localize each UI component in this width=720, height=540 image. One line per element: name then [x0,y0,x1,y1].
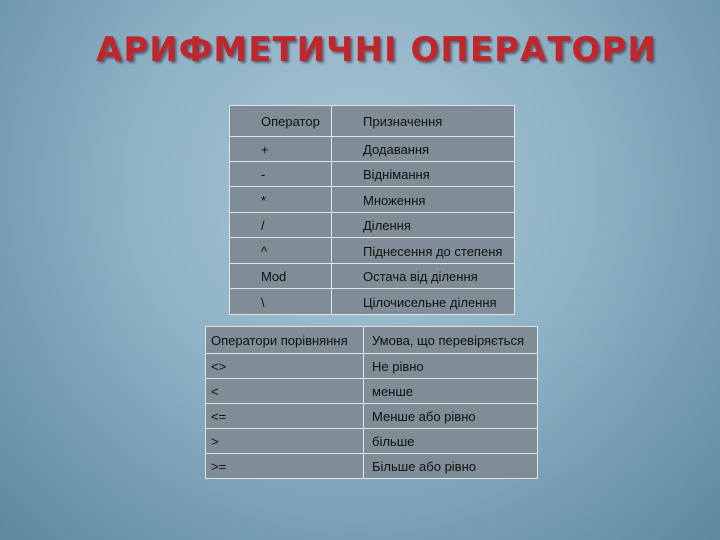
operator-cell: Mod [261,269,287,284]
table-row [206,453,537,479]
condition-cell: більше [372,434,415,449]
table-row [206,403,537,429]
purpose-cell: Піднесення до степеня [363,243,503,259]
operator-cell: ^ [261,243,268,259]
arithmetic-operators-table [229,105,515,315]
table-header-row [206,327,537,353]
purpose-cell: Ділення [363,218,411,233]
page-title: АРИФМЕТИЧНІ ОПЕРАТОРИ [96,30,657,70]
operator-cell: / [261,218,265,233]
operator-cell: + [261,142,269,157]
table-row [230,212,514,238]
condition-cell: Менше або рівно [372,409,476,424]
operator-cell: >= [211,459,227,474]
table-row [230,237,514,264]
table-row [230,136,514,162]
condition-cell: менше [372,384,414,399]
table-row [206,378,537,404]
operator-cell: > [211,434,219,449]
table-row [206,353,537,379]
operator-cell: \ [261,294,265,310]
header-condition: Умова, що перевіряється [372,332,524,348]
operator-cell: * [261,192,267,208]
table-row [230,263,514,289]
operator-cell: <> [211,359,227,374]
table-row [230,288,514,315]
table-row [206,428,537,454]
condition-cell: Не рівно [372,359,424,374]
header-purpose: Призначення [363,113,443,129]
comparison-operators-table [205,326,538,479]
purpose-cell: Додавання [363,142,430,157]
purpose-cell: Множення [363,192,426,208]
purpose-cell: Цілочисельне ділення [363,294,497,310]
operator-cell: - [261,167,266,182]
table-row [230,186,514,213]
purpose-cell: Віднімання [363,167,430,182]
header-operator: Оператор [261,113,320,129]
operator-cell: < [211,384,219,399]
header-operator: Оператори порівняння [211,332,348,348]
table-header-row [230,106,514,136]
operator-cell: <= [211,409,227,424]
purpose-cell: Остача від ділення [363,269,478,284]
table-row [230,161,514,187]
condition-cell: Більше або рівно [372,459,476,474]
